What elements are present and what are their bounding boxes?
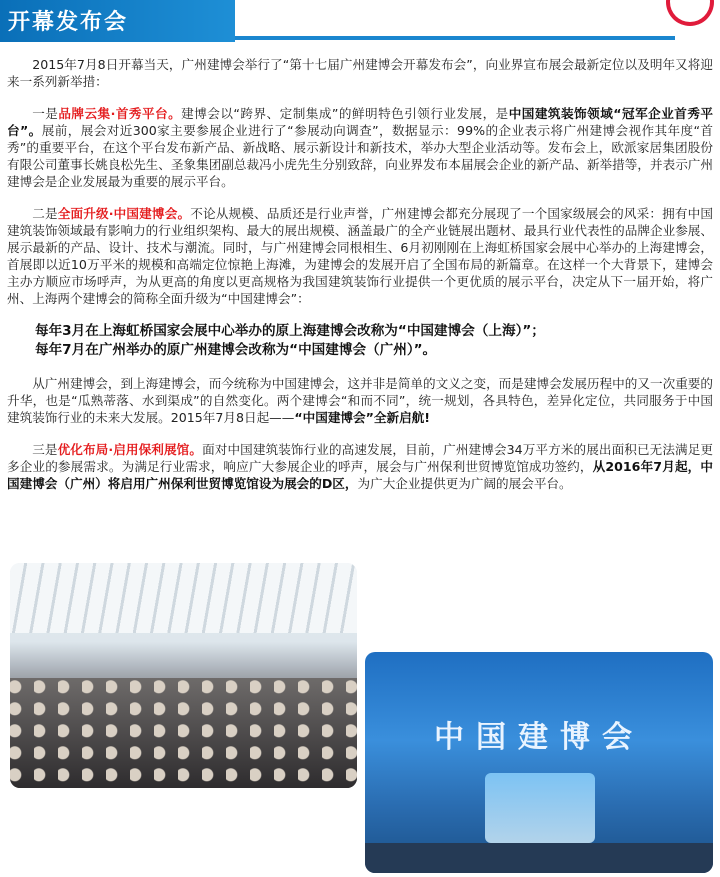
corner-logo-icon — [666, 0, 714, 26]
section-one-paragraph — [7, 105, 713, 190]
audience-photo — [10, 563, 357, 788]
section-three-text-a: 面对中国建筑装饰行业的高速发展，目前，广州建博会34万平方米的展出面积已无法满足更多企业的参展需求。为满足行业需求，响应广大参展企业的呼声，展会与广州保利世贸博览馆成功签约， — [7, 442, 714, 474]
section-one-text-a: 建博会以“跨界、定制集成”的鲜明特色引领行业发展，是 — [181, 106, 509, 121]
section-two-heading: 全面升级·中国建博会。 — [57, 206, 191, 221]
article-body — [7, 56, 713, 507]
paragraph-three — [7, 375, 713, 426]
audience-crowd — [10, 678, 357, 788]
stage-banner-text: 中国建博会 — [434, 720, 644, 755]
section-three-heading: 优化布局·启用保利展馆。 — [57, 442, 203, 457]
section-one-text-b: 展前，展会对近300家主要参展企业进行了“参展动向调查”，数据显示：99%的企业表示将广州建博会视作其年度“首秀”的重要平台，在这个平台发布新产品、新战略、展示新设计和新技术，举办大型企业活动等。发布会上，欧派家居集团股份有限公司董事长姚良松先生、圣象集团副总裁冯小虎先生分别致辞，向业界发布本届展会企业的新产品、新举措等，并表示广州建博会是企业发展最为重要的展示平台。 — [7, 123, 714, 189]
header-divider — [235, 36, 675, 40]
paragraph-three-text: 从广州建博会，到上海建博会，而今统称为中国建博会，这并非是简单的文义之变，而是建博会发展历程中的又一次重要的升华，也是“瓜熟蒂落、水到渠成”的自然变化。两个建博会“和而不同”，统一规划，各具特色，差异化定位，共同服务于中国建筑装饰行业的未来大发展。2015年7月8日起—— — [7, 376, 713, 425]
section-two-lead: 二是 — [32, 206, 58, 221]
section-one-bold: 中国建筑装饰领域“冠军企业首秀平台”。 — [7, 106, 713, 138]
announcement-block — [7, 322, 713, 360]
ceremony-stage — [485, 773, 595, 843]
paragraph-three-bold: “中国建博会”全新启航! — [294, 410, 431, 425]
announcement-shanghai: 每年3月在上海虹桥国家会展中心举办的原上海建博会改称为“中国建博会（上海）”； — [35, 323, 545, 339]
page-title: 开幕发布会 — [8, 10, 129, 35]
section-three-bold: 从2016年7月起，中国建博会（广州）将启用广州保利世贸博览馆设为展会的D区， — [7, 459, 713, 491]
section-three-lead: 三是 — [32, 442, 58, 457]
section-one-heading: 品牌云集·首秀平台。 — [58, 106, 182, 121]
intro-paragraph: 2015年7月8日开幕当天，广州建博会举行了“第十七届广州建博会开幕发布会”，向业界宣布展会最新定位以及明年又将迎来一系列新举措： — [7, 57, 713, 89]
section-one-lead: 一是 — [32, 106, 59, 121]
section-three-text-b: 为广大企业提供更为广阔的展会平台。 — [357, 476, 572, 491]
stage-floor — [365, 843, 713, 873]
section-two-text: 不论从规模、品质还是行业声誉，广州建博会都充分展现了一个国家级展会的风采：拥有中国建筑装饰领域最有影响力的行业组织架构、最大的展出规模、涵盖最广的全产业链展出题材、最具行业代表性的品牌企业参展、展示最新的产品、设计、技术与潮流。同时，与广州建博会同根相生、6月初刚刚在上海虹桥国家会展中心举办的上海建博会，首展即以近10万平米的规模和高端定位惊艳上海滩，为建博会的发展开启了全国布局的新篇章。在这样一个大背景下，建博会主办方顺应市场呼声，为从更高的角度以更高规格为我国建筑装饰行业提供一个更优质的展示平台，决定从下一届开始，将广州、上海两个建博会的简称全面升级为“中国建博会”： — [7, 206, 713, 306]
announcement-guangzhou: 每年7月在广州举办的原广州建博会改称为“中国建博会（广州）”。 — [35, 342, 437, 358]
section-two-paragraph — [7, 205, 713, 307]
header-bar — [0, 0, 235, 42]
section-three-paragraph — [7, 441, 713, 492]
hall-roof — [10, 563, 357, 633]
launch-ceremony-photo — [365, 652, 713, 873]
